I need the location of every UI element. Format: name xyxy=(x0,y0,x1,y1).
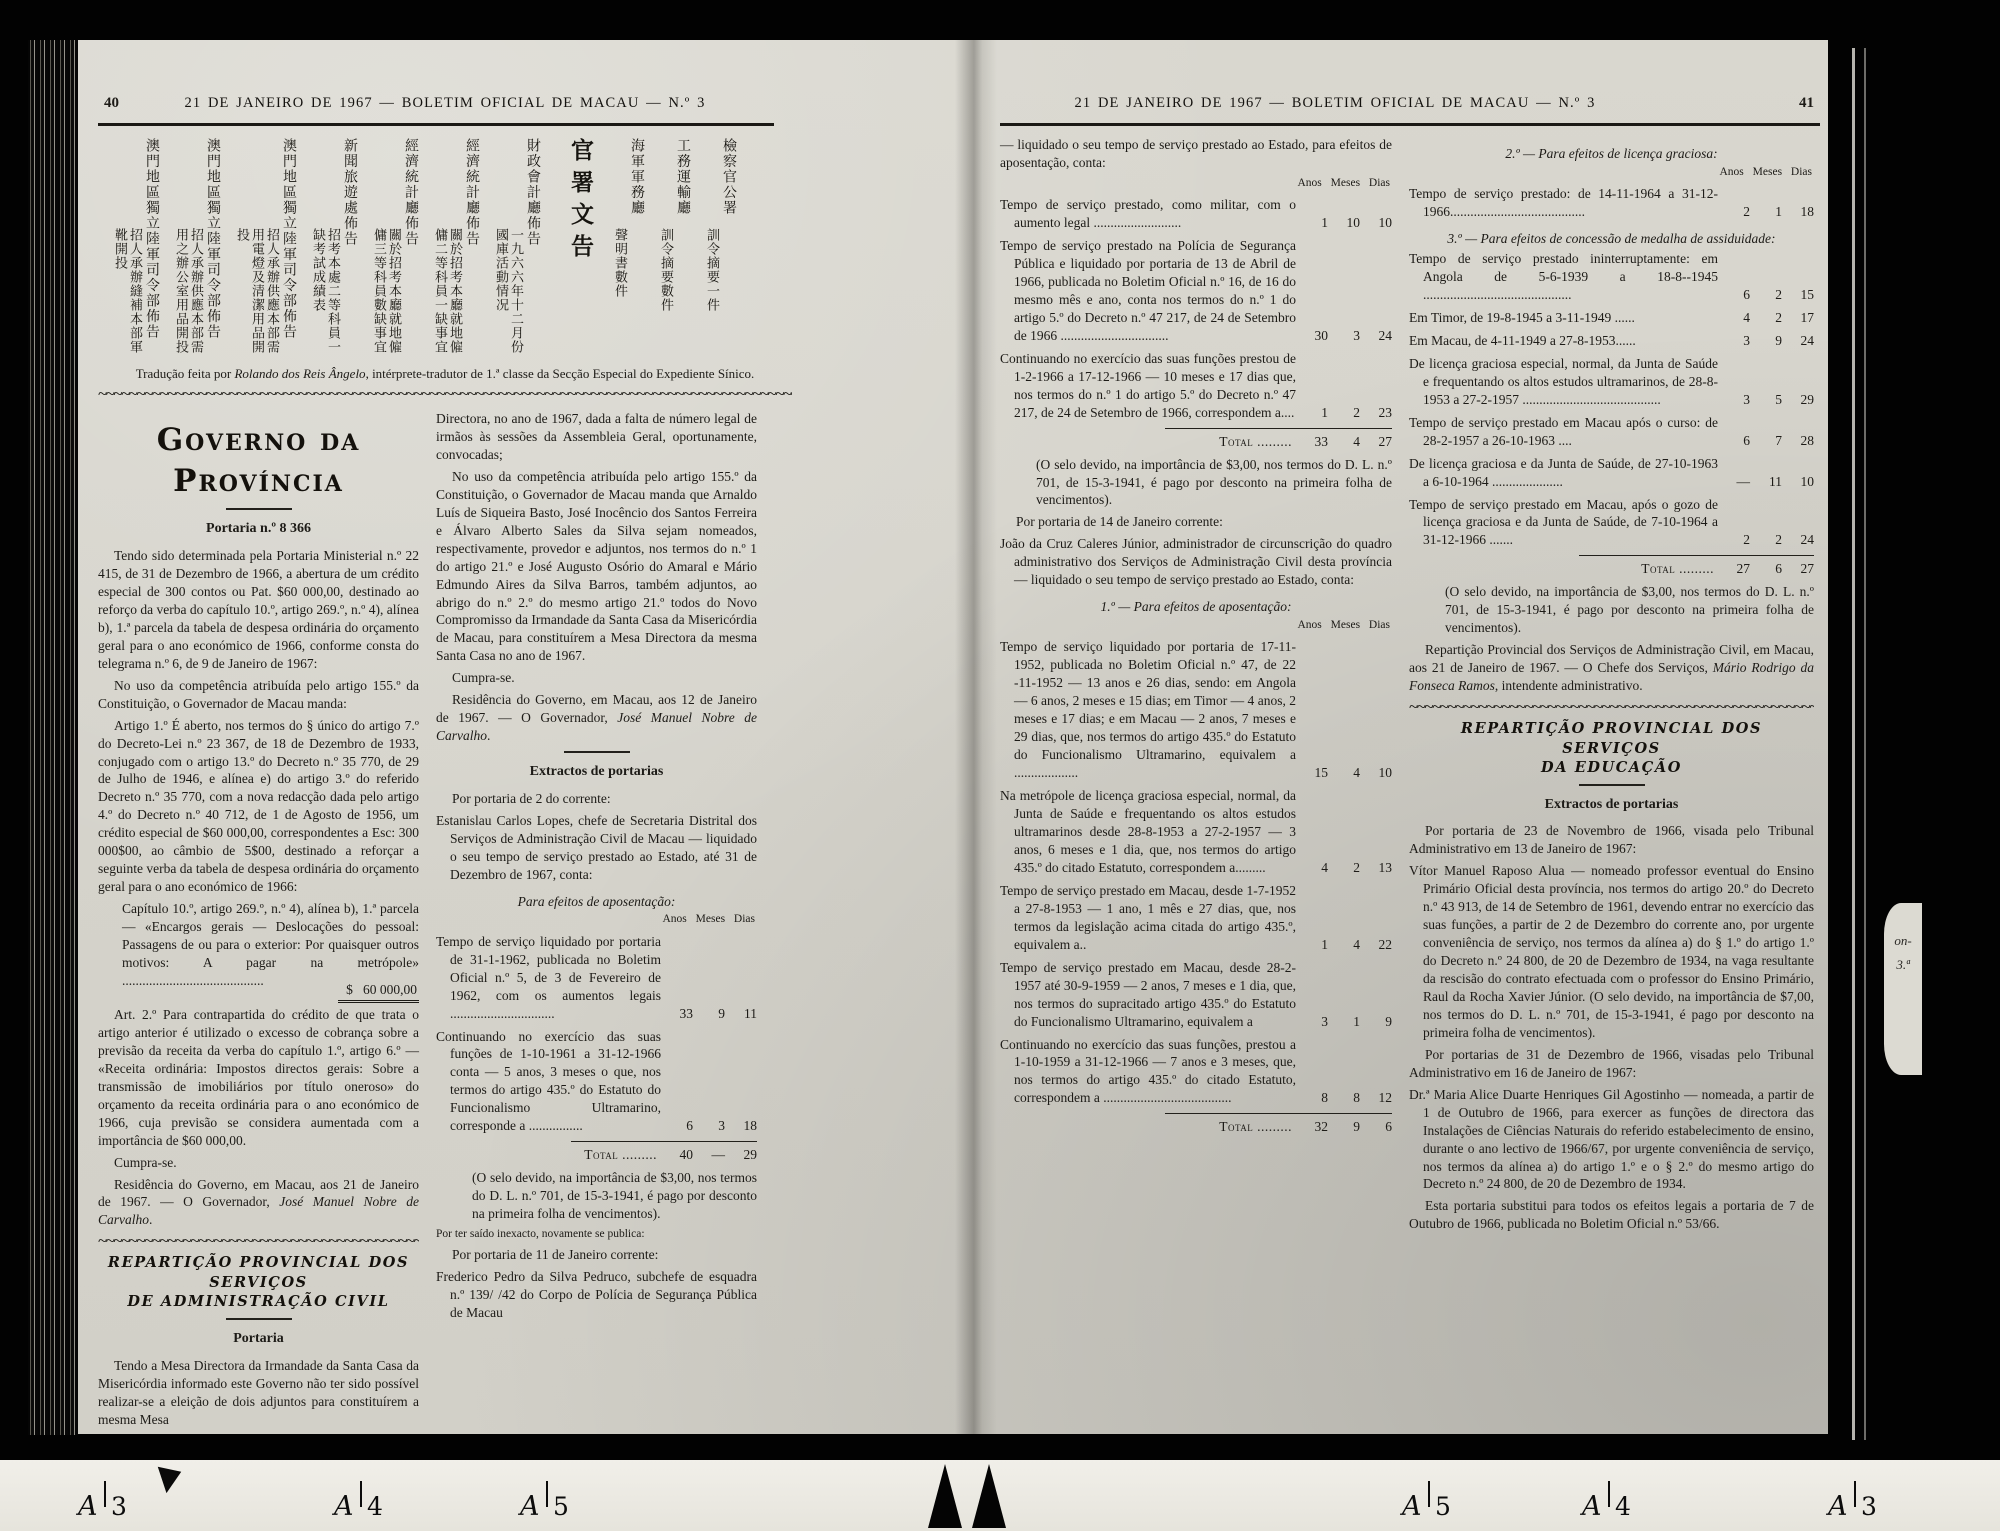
wavy-divider xyxy=(98,388,792,400)
service-record-text: De licença graciosa e da Junta de Saúde, de 27-10-1963 a 6-10-1964 ..................... xyxy=(1409,455,1718,489)
marker-letter: A xyxy=(1828,1491,1848,1522)
cjk-item: 訓令摘要一件 xyxy=(705,228,720,312)
paragraph: Por portaria de 14 de Janeiro corrente: xyxy=(1016,514,1223,530)
anos-value: 1 xyxy=(1321,215,1328,231)
right-page xyxy=(1000,95,1820,1237)
left-page xyxy=(98,95,792,1432)
marker-number: 4 xyxy=(367,1492,383,1521)
total-row xyxy=(1409,560,1814,578)
cjk-item: 招人承辦縫補本部軍靴開投 xyxy=(113,228,143,354)
dias-value: 9 xyxy=(1385,1013,1392,1029)
total-dias: 29 xyxy=(743,1147,757,1163)
marker-tick xyxy=(1428,1481,1431,1507)
meses-value: 10 xyxy=(1346,215,1360,231)
service-record-text: Tempo de serviço prestado: de 14-11-1964 a 31-12-1966........................................ xyxy=(1409,186,1718,220)
fragment-text: on- xyxy=(1894,933,1912,948)
efeitos-heading: 1.º — Para efeitos de aposentação: xyxy=(1100,599,1292,615)
bulletin-spread xyxy=(78,40,1828,1434)
cjk-dept: 財政會計廳佈告 xyxy=(525,138,540,247)
cjk-dept: 工務運輸廳 xyxy=(675,138,690,216)
dias-value: 18 xyxy=(1800,204,1814,220)
anos-value: — xyxy=(1736,473,1750,489)
department-heading-line2: DA EDUCAÇÃO xyxy=(1541,759,1682,777)
anos-value: 3 xyxy=(1743,391,1750,407)
running-head: 21 DE JANEIRO DE 1967 — BOLETIM OFICIAL DE MACAU — N.º 3 xyxy=(184,95,706,111)
cumpra-se: Cumpra-se. xyxy=(114,1154,177,1170)
heading-rule xyxy=(1579,784,1645,786)
cjk-dept: 經濟統計廳佈告 xyxy=(464,138,479,247)
department-heading xyxy=(98,1253,419,1312)
service-record-text: Tempo de serviço prestado na Polícia de Segurança Pública e liquidado por portaria de 13 de Abril de 1966, publicada no Boletim Oficial n.º 16, de 16 do mesmo mês e ano, conta nos termos do n.º 1 do artigo 5.º do Decreto n.º 47 217, de 24 de Setembro de 1966 ................................ xyxy=(1000,238,1296,343)
extractos-heading: Extractos de portarias xyxy=(529,764,664,780)
marker-tick xyxy=(1854,1481,1857,1507)
budget-amount: $ 60 000,00 xyxy=(338,981,419,1003)
right-page-col2 xyxy=(1409,136,1814,1237)
anos-value: 6 xyxy=(686,1118,693,1134)
service-record-row xyxy=(1409,250,1814,304)
cjk-item: 招人承辦供應本部需用之辦公室用品開投 xyxy=(174,228,204,354)
film-marker xyxy=(1828,1489,1877,1522)
service-record-text: Continuando no exercício das suas funções de 1-10-1961 a 31-12-1966 conta — 5 anos, 3 meses o que, nos termos do artigo 435.º do Estatuto do Funcionalismo Ultramarino, corresponde a ................ xyxy=(436,1028,661,1134)
left-page-columns xyxy=(98,410,792,1432)
total-dias: 6 xyxy=(1385,1119,1392,1135)
dias-value: 29 xyxy=(1800,391,1814,407)
marker-tick xyxy=(546,1481,549,1507)
cjk-dept: 澳門地區獨立陸軍司令部佈告 xyxy=(144,138,159,340)
dias-value: 24 xyxy=(1800,532,1814,548)
efeitos-heading: 3.º — Para efeitos de concessão de medalha de assiduidade: xyxy=(1447,231,1776,247)
service-record-row xyxy=(1409,355,1814,409)
meses-value: 1 xyxy=(1353,1013,1360,1029)
left-page-header xyxy=(98,95,792,119)
cjk-item: 訓令摘要數件 xyxy=(659,228,674,312)
table-column-heads: Anos Meses Dias xyxy=(1297,176,1390,189)
total-anos: 27 xyxy=(1736,561,1750,577)
marker-number: 5 xyxy=(1435,1492,1451,1521)
stamp-note: (O selo devido, na importância de $3,00, nos termos do D. L. n.º 701, de 15-3-1941, é pago por desconto na primeira folha de vencimentos). xyxy=(1036,456,1392,508)
cjk-entry xyxy=(613,138,644,358)
paragraph: Frederico Pedro da Silva Pedruco, subchefe de esquadra n.º 139/ /42 do Corpo de Polícia de Segurança Pública de Macau xyxy=(436,1269,757,1321)
cjk-item: 一九六六年十二月份國庫活動情况 xyxy=(494,228,524,354)
portaria-number-heading: Portaria n.º 8 366 xyxy=(206,521,311,537)
film-ruler-strip xyxy=(0,1460,2000,1531)
table-column-heads: Anos Meses Dias xyxy=(662,913,755,926)
meses-value: 5 xyxy=(1775,391,1782,407)
total-row xyxy=(1000,1118,1392,1136)
anos-value: 4 xyxy=(1321,859,1328,875)
dias-value: 12 xyxy=(1378,1090,1392,1106)
total-row xyxy=(1000,433,1392,451)
department-heading-line1: REPARTIÇÃO PROVINCIAL DOS SERVIÇOS xyxy=(107,1254,410,1291)
dias-value: 24 xyxy=(1800,332,1814,348)
service-record-row xyxy=(1000,350,1392,422)
paragraph: Tendo a Mesa Directora da Irmandade da Santa Casa da Misericórdia informado este Governo não ter sido possível realizar-se a eleição de dois adjuntos para constituírem a mesma Mesa xyxy=(98,1357,419,1427)
closing-line xyxy=(1409,641,1814,695)
service-record-row xyxy=(1000,959,1392,1031)
chinese-index xyxy=(98,138,746,358)
page-number: 40 xyxy=(104,95,119,111)
anos-value: 30 xyxy=(1314,327,1328,343)
meses-value: 2 xyxy=(1775,532,1782,548)
marker-number: 3 xyxy=(111,1492,127,1521)
film-marker xyxy=(334,1489,383,1522)
left-page-col1 xyxy=(98,410,419,1432)
anos-value: 6 xyxy=(1743,287,1750,302)
paragraph: Directora, no ano de 1967, dada a falta de número legal de irmãos às sessões da Assembleia Geral, oportunamente, convocadas; xyxy=(436,411,757,462)
total-dias: 27 xyxy=(1800,561,1814,577)
service-record-row xyxy=(1409,185,1814,221)
service-record-text: Em Timor, de 19-8-1945 a 3-11-1949 ...... xyxy=(1409,309,1635,325)
marker-letter: A xyxy=(78,1491,98,1522)
meses-value: 2 xyxy=(1353,859,1360,875)
signature-post: . xyxy=(149,1212,153,1228)
page-number: 41 xyxy=(1799,95,1814,111)
service-record-row xyxy=(1409,332,1814,350)
cjk-dept: 經濟統計廳佈告 xyxy=(403,138,418,247)
dias-value: 13 xyxy=(1378,859,1392,875)
anos-value: 1 xyxy=(1321,404,1328,420)
dias-value: 18 xyxy=(743,1118,757,1134)
cjk-dept: 澳門地區獨立陸軍司令部佈告 xyxy=(281,138,296,340)
cjk-entry xyxy=(174,138,220,358)
meses-value: 2 xyxy=(1775,309,1782,325)
film-blemish xyxy=(153,1467,181,1495)
dias-value: 10 xyxy=(1378,215,1392,231)
header-rule xyxy=(1000,123,1820,126)
cjk-dept: 新聞旅遊處佈告 xyxy=(342,138,357,247)
anos-value: 8 xyxy=(1321,1090,1328,1106)
cjk-entry xyxy=(372,138,418,358)
anos-value: 1 xyxy=(1321,936,1328,952)
film-marker xyxy=(1582,1489,1631,1522)
paragraph: Por portaria de 2 do corrente: xyxy=(452,790,611,806)
cumpra-se: Cumpra-se. xyxy=(452,670,515,686)
dias-value: 15 xyxy=(1800,287,1814,302)
department-heading-line2: DE ADMINISTRAÇÃO CIVIL xyxy=(127,1293,390,1311)
paragraph: No uso da competência atribuída pelo artigo 155.º da Constituição, o Governador de Macau manda que Arnaldo Luís de Siqueira Basto, José Inocêncio dos Santos Ferreira e Álvaro Alberto Sales da Silva sejam nomeados, respectivamente, provedor e adjuntos, nos termos do n.º 1 do artigo 21.º e José Augusto Osório do Amaral e Mário Edmundo Aires da Silva Barros, também adjuntos, ao abrigo do n.º 2.º do mesmo artigo 21.º todos do Novo Compromisso da Irmandade da Santa Casa da Misericórdia de Macau, para constituírem a Mesa Directora da mesma Santa Casa no ano de 1967. xyxy=(436,468,757,664)
marker-tick xyxy=(104,1481,107,1507)
service-record-text: Tempo de serviço prestado em Macau após o curso: de 28-2-1957 a 26-10-1963 .... xyxy=(1409,414,1718,448)
governor-name: José Manuel Nobre de Carvalho xyxy=(436,710,757,744)
stamp-note: (O selo devido, na importância de $3,00, nos termos do D. L. n.º 701, de 15-3-1941, é pago por desconto na primeira folha de vencimentos). xyxy=(472,1170,757,1222)
paragraph: Tendo sido determinada pela Portaria Ministerial n.º 22 415, de 31 de Dezembro de 1966, a abertura de um crédito especial de 300 contos ou Pat. $60 000,00, destinado ao reforço da verba do capítulo 10.º, artigo 269.º, n.º 4), alínea b), 1.ª parcela da tabela de despesa ordinária do orçamento geral para o ano económico de 1966, conforme consta do telegrama n.º 6, de 9 de Janeiro de 1967: xyxy=(98,548,419,671)
dias-value: 11 xyxy=(744,1005,757,1021)
total-rule xyxy=(571,1141,757,1142)
anos-value: 2 xyxy=(1743,204,1750,220)
paragraph: Por portarias de 31 de Dezembro de 1966, visadas pelo Tribunal Administrativo em 16 de Janeiro de 1967: xyxy=(1409,1046,1814,1080)
translation-note xyxy=(98,366,792,382)
book-edge-streaks xyxy=(28,40,80,1435)
frame-triangle xyxy=(928,1464,962,1528)
signature-pre: Residência do Governo, em Macau, aos 12 de Janeiro de 1967. — O Governador, xyxy=(436,692,757,726)
extractos-heading: Extractos de portarias xyxy=(1544,796,1679,812)
service-record-text: Tempo de serviço prestado, como militar, com o aumento legal .......................... xyxy=(1000,197,1296,231)
marker-letter: A xyxy=(520,1491,540,1522)
budget-line-text: Capítulo 10.º, artigo 269.º, n.º 4), alínea b), 1.ª parcela — «Encargos gerais — Deslocações do pessoal: Passagens de ou para o exterior: Por quaisquer outros motivos: A pagar na metrópole» .......................................... xyxy=(122,901,419,988)
paragraph: Esta portaria substitui para todos os efeitos legais a portaria de 7 de Outubro de 1966, publicada no Boletim Oficial n.º 53/66. xyxy=(1409,1198,1814,1232)
service-record-row xyxy=(1000,237,1392,345)
service-record-text: Na metrópole de licença graciosa especial, normal, da Junta de Saúde e frequentando os altos estudos ultramarinos desde 28-8-1953 a 27-2-1957 — 3 anos, 6 meses e 1 dia, que, nos termos do artigo 435.º do citado Estatuto, correspondem a......... xyxy=(1000,788,1296,875)
cjk-dept: 海軍軍務廳 xyxy=(629,138,644,216)
closing-post: , intendente administrativo. xyxy=(1494,678,1643,694)
adjacent-page-fragment xyxy=(1884,903,1922,1075)
total-rule xyxy=(1579,555,1814,556)
fragment-text: 3.ª xyxy=(1896,957,1910,972)
signature-post: . xyxy=(487,728,491,744)
total-label: Total ......... xyxy=(1219,433,1292,449)
chief-name: Mário Rodrigo da Fonseca Ramos xyxy=(1409,660,1814,694)
cjk-item: 招考本處二等科員一缺考試成績表 xyxy=(311,228,341,354)
signature-line xyxy=(98,1176,419,1230)
right-page-columns xyxy=(1000,136,1820,1237)
paragraph: Por portaria de 23 de Novembro de 1966, visada pelo Tribunal Administrativo em 13 de Janeiro de 1967: xyxy=(1409,823,1814,857)
anos-value: 3 xyxy=(1321,1013,1328,1029)
service-record-text: Continuando no exercício das suas funções, prestou a 1-10-1959 a 31-12-1966 — 7 anos e 3 meses, que, nos termos do artigo 435.º do citado Estatuto, correspondem a ...................................... xyxy=(1000,1036,1296,1106)
anos-value: 2 xyxy=(1743,532,1750,548)
paragraph: No uso da competência atribuída pelo artigo 155.º da Constituição, o Governador de Macau manda: xyxy=(98,677,419,711)
translation-note-prefix: Tradução feita por xyxy=(135,366,235,381)
service-record-row xyxy=(436,933,757,1023)
service-record-row xyxy=(436,1028,757,1136)
table-column-heads: Anos Meses Dias xyxy=(1297,619,1390,632)
translation-note-suffix: , intérprete-tradutor de 1.ª classe da Secção Especial do Expediente Sínico. xyxy=(365,366,755,381)
meses-value: 2 xyxy=(1353,404,1360,420)
dias-value: 10 xyxy=(1800,473,1814,489)
table-column-heads: Anos Meses Dias xyxy=(1719,165,1812,178)
meses-value: 9 xyxy=(718,1005,725,1021)
film-marker xyxy=(1402,1489,1451,1522)
paragraph: Dr.ª Maria Alice Duarte Henriques Gil Agostinho — nomeada, a partir de 1 de Outubro de 1966, para exercer as funções de directora das Instalações de Ciências Naturais do referido estabelecimento de ensino, durante o ano lectivo de 1966/67, por urgente conveniência de serviço, nos termos da alínea a) do artigo 1.º e o § 2.º do mesmo artigo do Decreto n.º 24 800, de 20 de Dezembro de 1934. xyxy=(1409,1086,1814,1192)
dias-value: 22 xyxy=(1378,936,1392,952)
heading-rule xyxy=(564,751,630,753)
signature-line xyxy=(436,691,757,745)
film-marker xyxy=(520,1489,569,1522)
cjk-entry xyxy=(235,138,296,358)
cjk-entry xyxy=(659,138,690,358)
meses-value: 3 xyxy=(718,1118,725,1134)
heading-rule xyxy=(226,508,292,510)
page-gutter-shadow xyxy=(955,40,997,1434)
wavy-divider xyxy=(1409,701,1814,713)
anos-value: 15 xyxy=(1314,765,1328,781)
translator-name: Rolando dos Reis Ângelo xyxy=(234,366,366,381)
right-page-header xyxy=(1000,95,1820,119)
service-record-row xyxy=(1409,414,1814,450)
total-meses: 9 xyxy=(1353,1119,1360,1135)
total-meses: 4 xyxy=(1353,433,1360,449)
budget-line xyxy=(98,900,419,997)
running-head: 21 DE JANEIRO DE 1967 — BOLETIM OFICIAL DE MACAU — N.º 3 xyxy=(1074,95,1596,111)
efeitos-heading: Para efeitos de aposentação: xyxy=(517,893,676,909)
heading-rule xyxy=(226,1318,292,1320)
closing-pre: Repartição Provincial dos Serviços de Administração Civil, em Macau, aos 21 de Janeiro de 1967. — O Chefe dos Serviços, xyxy=(1409,642,1814,676)
frame-triangle xyxy=(972,1464,1006,1528)
anos-value: 4 xyxy=(1743,309,1750,325)
service-record-text: Tempo de serviço liquidado por portaria de 31-1-1962, publicada no Boletim Oficial n.º 5, de 3 de Fevereiro de 1962, com os aumentos legais ............................... xyxy=(436,933,661,1021)
anos-value: 33 xyxy=(679,1005,693,1021)
service-record-text: Em Macau, de 4-11-1949 a 27-8-1953...... xyxy=(1409,332,1636,348)
marker-letter: A xyxy=(1582,1491,1602,1522)
cjk-entry xyxy=(113,138,159,358)
total-anos: 33 xyxy=(1314,433,1328,449)
cjk-item: 關於招考本廳就地僱傭二等科員一缺事宜 xyxy=(433,228,463,354)
cjk-entry xyxy=(433,138,479,358)
service-record-row xyxy=(1000,787,1392,877)
film-marker xyxy=(78,1489,127,1522)
service-record-row xyxy=(1000,1036,1392,1108)
header-rule xyxy=(98,123,774,126)
marker-number: 3 xyxy=(1861,1492,1877,1521)
marker-tick xyxy=(360,1481,363,1507)
marker-letter: A xyxy=(334,1491,354,1522)
dias-value: 23 xyxy=(1378,404,1392,420)
service-record-row xyxy=(1000,882,1392,954)
cjk-item: 關於招考本廳就地僱傭三等科員數缺事宜 xyxy=(372,228,402,354)
total-anos: 40 xyxy=(679,1147,693,1163)
film-edge-streak xyxy=(1864,48,1866,1440)
department-heading xyxy=(1409,719,1814,778)
service-record-row xyxy=(1409,496,1814,550)
paragraph: Estanislau Carlos Lopes, chefe de Secretaria Distrital dos Serviços de Administração Civil de Macau — liquidado o seu tempo de serviço prestado ao Estado, até 31 de Dezembro de 1967, conta: xyxy=(436,812,757,882)
right-page-col1 xyxy=(1000,136,1392,1237)
dias-value: 10 xyxy=(1378,765,1392,781)
paragraph: Art. 2.º Para contrapartida do crédito de que trata o artigo anterior é utilizado o excesso de cobrança sobre a previsão da receita da verba do capítulo 1.º, artigo 6.º — «Receita ordinária: Impostos directos gerais: Sobre a transmissão de imobiliários por título oneroso» do orçamento da receita ordinária para o ano económico de 1966, cuja previsão se considera aumentada com a importância de $60 000,00. xyxy=(98,1006,419,1148)
service-record-text: Tempo de serviço prestado em Macau, desde 28-2-1957 até 30-9-1959 — 2 anos, 7 meses e 1 dia, que, nos termos do supracitado artigo 435.º do Estatuto do Funcionalismo Ultramarino, equivalem a xyxy=(1000,959,1296,1029)
total-meses: 6 xyxy=(1775,561,1782,577)
meses-value: 4 xyxy=(1353,765,1360,781)
dias-value: 24 xyxy=(1378,327,1392,343)
marker-number: 4 xyxy=(1615,1492,1631,1521)
marker-number: 5 xyxy=(553,1492,569,1521)
total-rule xyxy=(1165,428,1392,429)
wavy-divider xyxy=(98,1235,419,1247)
service-record-text: De licença graciosa especial, normal, da Junta de Saúde e frequentando os altos estudos ultramarinos, de 28-8-1953 a 27-2-1957 ......................................... xyxy=(1409,355,1718,407)
dias-value: 17 xyxy=(1800,309,1814,325)
meses-value: 1 xyxy=(1775,204,1782,220)
cjk-item: 招人承辦供應本部需用電燈及清潔用品開投 xyxy=(235,228,280,354)
service-record-text: Tempo de serviço prestado ininterruptamente: em Angola de 5-6-1939 a 18-8--1945 ............................................ xyxy=(1409,251,1718,302)
cjk-section-title: 官署文告 xyxy=(568,138,593,266)
total-rule xyxy=(1165,1113,1392,1114)
left-page-col2 xyxy=(436,410,757,1432)
service-record-row xyxy=(1409,309,1814,327)
portaria-heading: Portaria xyxy=(233,1331,284,1347)
cjk-dept: 澳門地區獨立陸軍司令部佈告 xyxy=(205,138,220,340)
governor-name: José Manuel Nobre de Carvalho xyxy=(98,1194,419,1228)
meses-value: 3 xyxy=(1353,327,1360,343)
paragraph: Vítor Manuel Raposo Alua — nomeado professor eventual do Ensino Primário Oficial desta província, nos termos do artigo 20.º do Decreto n.º 43 913, de 14 de Setembro de 1961, devendo entrar no exercício das suas funções, a partir de 2 de Dezembro do corrente ano, por urgente conveniência de serviço, nos termos da alínea a) do § 1.º do artigo 1.º do Decreto n.º 24 800, de 20 de Dezembro de 1934, na vaga resultante da rescisão do contrato efectuada com o professor do Ensino Primário, Raul da Rocha Xavier Júnior. (O selo devido, na importância de $7,00, nos termos do D. L. n.º 701, de 15-3-1941, é pago por desconto na primeira folha de vencimentos). xyxy=(1409,863,1814,1040)
department-heading-line1: REPARTIÇÃO PROVINCIAL DOS SERVIÇOS xyxy=(1460,720,1763,757)
anos-value: 6 xyxy=(1743,432,1750,448)
service-record-text: Tempo de serviço liquidado por portaria de 17-11-1952, publicada no Boletim Oficial n.º 47, de 22 -11-1952 — 13 anos e 26 dias, sendo: em Angola — 6 anos, 2 meses e 15 dias; em Timor — 4 anos, 2 meses e 17 dias; e em Macau — 2 anos, 7 meses e 29 dias, que, nos termos do artigo 435.º do Estatuto do Funcionalismo Ultramarino, equivalem a ................... xyxy=(1000,639,1296,781)
dias-value: 28 xyxy=(1800,432,1814,448)
meses-value: 7 xyxy=(1775,432,1782,448)
service-record-text: Tempo de serviço prestado em Macau, após o gozo de licença graciosa e da Junta de Saúde, de 7-10-1964 a 31-12-1966 ....... xyxy=(1409,496,1718,548)
paragraph: — liquidado o seu tempo de serviço prestado ao Estado, para efeitos de aposentação, conta: xyxy=(1000,137,1392,170)
paragraph: Artigo 1.º É aberto, nos termos do § único do artigo 7.º do Decreto-Lei n.º 23 367, de 18 de Dezembro de 1933, conjugado com o artigo 13.º do Decreto n.º 35 770, de 29 de Julho de 1946, e alínea e) do artigo 3.º do referido Decreto n.º 35 770, com a nova redacção dada pelo artigo 4.º do Decreto n.º 40 712, de 1 de Agosto de 1956, um crédito especial de $60 000,00, correspondentes a Esc: 300 000$00, ao câmbio de 5$00, destinado a reforçar a seguinte verba da tabela de despesa ordinária do orçamento geral para o ano económico de 1966: xyxy=(98,717,419,895)
meses-value: 8 xyxy=(1353,1090,1360,1106)
total-meses: — xyxy=(711,1147,725,1163)
paragraph: João da Cruz Caleres Júnior, administrador de circunscrição do quadro administrativo dos Serviços de Administração Civil desta província — liquidado o seu tempo de serviço prestado ao Estado, conta: xyxy=(1000,536,1392,588)
governo-heading: Governo da Província xyxy=(156,422,361,500)
meses-value: 9 xyxy=(1775,332,1782,348)
paragraph: Por portaria de 11 de Janeiro corrente: xyxy=(452,1247,659,1263)
total-anos: 32 xyxy=(1314,1119,1328,1135)
service-record-row xyxy=(1000,638,1392,782)
cjk-item: 聲明書數件 xyxy=(613,228,628,298)
service-record-row xyxy=(1000,196,1392,232)
total-dias: 27 xyxy=(1378,433,1392,449)
anos-value: 3 xyxy=(1743,332,1750,348)
total-label: Total ......... xyxy=(584,1147,657,1163)
efeitos-heading: 2.º — Para efeitos de licença graciosa: xyxy=(1505,146,1718,161)
meses-value: 4 xyxy=(1353,936,1360,952)
total-label: Total ......... xyxy=(1219,1119,1292,1135)
service-record-text: Tempo de serviço prestado em Macau, desde 1-7-1952 a 27-8-1953 — 1 ano, 1 mês e 27 dias, que, nos termos da legislação acima citada do artigo 435.º, equivalem a.. xyxy=(1000,882,1296,952)
film-edge-streak xyxy=(1852,48,1855,1440)
meses-value: 2 xyxy=(1775,287,1782,302)
cjk-entry xyxy=(705,138,736,358)
total-row xyxy=(436,1146,757,1164)
cjk-dept: 檢察官公署 xyxy=(721,138,736,216)
republication-note: Por ter saído inexacto, novamente se publica: xyxy=(436,1228,645,1241)
marker-letter: A xyxy=(1402,1491,1422,1522)
total-label: Total ......... xyxy=(1641,561,1714,577)
cjk-entry xyxy=(311,138,357,358)
service-record-row xyxy=(1409,455,1814,491)
marker-tick xyxy=(1608,1481,1611,1507)
service-record-text: Continuando no exercício das suas funções prestou de 1-2-1966 a 17-12-1966 — 10 meses e 17 dias que, nos termos do n.º 1 do artigo 5.º do Decreto n.º 47 217, de 24 de Setembro de 1966, correspondem a.... xyxy=(1000,350,1296,420)
stamp-note: (O selo devido, na importância de $3,00, nos termos do D. L. n.º 701, de 15-3-1941, é pago por desconto na primeira folha de vencimentos). xyxy=(1445,584,1814,636)
signature-pre: Residência do Governo, em Macau, aos 21 de Janeiro de 1967. — O Governador, xyxy=(98,1176,419,1210)
meses-value: 11 xyxy=(1769,473,1782,489)
cjk-entry xyxy=(494,138,540,358)
